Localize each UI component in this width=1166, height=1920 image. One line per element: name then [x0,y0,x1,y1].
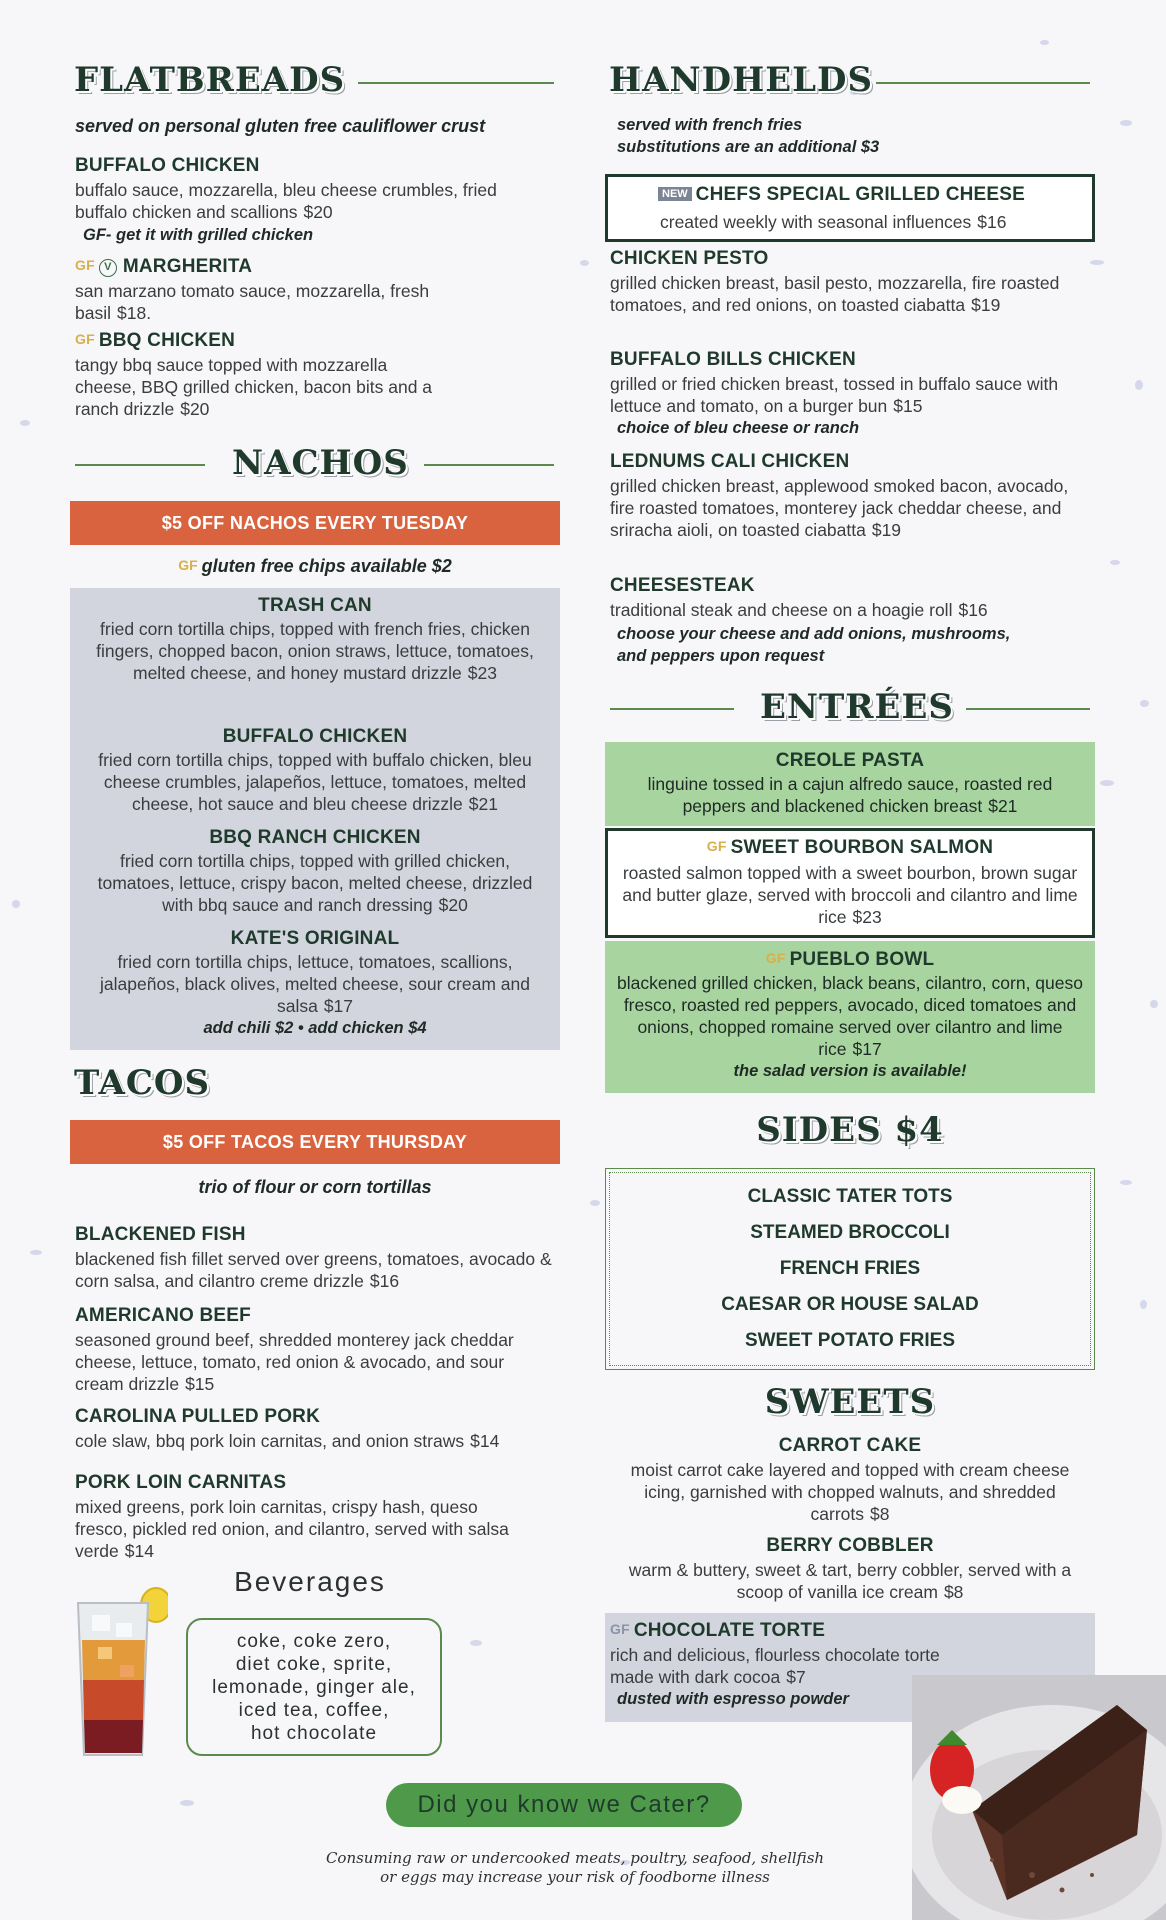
gluten-free-badge: GF [706,838,727,854]
item-desc: tangy bbq sauce topped with mozzarella cheese, BBQ grilled chicken, bacon bits and a ranch drizzle $20 [75,355,433,419]
foodborne-disclaimer: Consuming raw or undercooked meats, poultry, seafood, shellfish or eggs may increase your risk of foodborne illness [325,1849,825,1886]
menu-item-nachos-buffalo: BUFFALO CHICKEN fried corn tortilla chips, topped with buffalo chicken, bleu cheese crumbles, jalapeños, lettuce, tomatoes, melted cheese, hot sauce and bleu cheese drizzle $21 [98,726,532,814]
item-name: BUFFALO CHICKEN [75,155,260,176]
menu-item-chocolate-torte: GF CHOCOLATE TORTE rich and delicious, flourless chocolate torte made with dark cocoa $7 dusted with espresso powder [605,1613,1095,1722]
menu-item-margherita [75,256,515,324]
item-name: BBQ CHICKEN [98,330,236,351]
item-name: CHEFS SPECIAL GRILLED CHEESE [695,184,1026,205]
gluten-free-badge: GF [178,557,198,573]
flatbreads-subtitle: served on personal gluten free cauliflower crust [75,116,486,136]
menu-item-bourbon-salmon: GF SWEET BOURBON SALMON roasted salmon topped with a sweet bourbon, brown sugar and butter glaze, served with broccoli and cilantro and lime rice $23 [605,828,1095,938]
menu-item-chicken-pesto: CHICKEN PESTO grilled chicken breast, basil pesto, mozzarella, fire roasted tomatoes, and red onions, on toasted ciabatta $19 [610,248,1060,315]
side-item: SWEET POTATO FRIES [744,1330,956,1351]
entrees-rule-left [610,708,734,710]
menu-item-blackened-fish: BLACKENED FISH blackened fish fillet served over greens, tomatoes, avocado & corn salsa, and cilantro creme drizzle $16 [75,1224,552,1291]
nachos-heading: NACHOS [232,443,409,483]
menu-item-flatbread-bbq [75,330,515,420]
new-badge: NEW [658,187,692,201]
menu-item-pork-carnitas: PORK LOIN CARNITAS mixed greens, pork loin carnitas, crispy hash, queso fresco, pickled red onion, and cilantro, served with salsa verde $14 [75,1472,509,1561]
cater-button[interactable]: Did you know we Cater? [386,1783,742,1827]
gluten-free-badge: GF [75,257,95,273]
menu-item-carrot-cake: CARROT CAKE moist carrot cake layered and topped with cream cheese icing, garnished with chopped walnuts, and shredded carrots $8 [630,1435,1070,1524]
entrees-heading: ENTRÉES [760,687,954,727]
beverages-heading: Beverages [234,1566,386,1597]
nachos-rule-left [75,464,205,466]
tacos-promo-banner: $5 OFF TACOS EVERY THURSDAY [70,1120,560,1164]
menu-item-pueblo-bowl: GF PUEBLO BOWL blackened grilled chicken, black beans, cilantro, corn, queso fresco, roasted red peppers, avocado, diced tomatoes and onions, chopped romaine served over cilantro and lime rice $17 the salad version is available! [605,941,1095,1093]
side-item: CLASSIC TATER TOTS [747,1186,953,1207]
chocolate-torte-photo [912,1675,1166,1920]
nachos-panel [70,588,560,1050]
flatbreads-rule [358,82,554,84]
menu-item-carolina-pork: CAROLINA PULLED PORK cole slaw, bbq pork loin carnitas, and onion straws $14 [75,1406,500,1451]
item-note: GF- get it with grilled chicken [83,226,314,244]
gluten-free-badge: GF [765,950,786,966]
handhelds-subtitle: served with french fries substitutions are an additional $3 [617,116,880,156]
side-item: CAESAR OR HOUSE SALAD [721,1294,979,1315]
tacos-subtitle: trio of flour or corn tortillas [198,1177,432,1197]
nachos-promo-banner: $5 OFF NACHOS EVERY TUESDAY [70,501,560,545]
menu-item-kates-original: KATE'S ORIGINAL fried corn tortilla chips, lettuce, tomatoes, scallions, jalapeños, black olives, melted cheese, sour cream and salsa $17 add chili $2 • add chicken $4 [100,928,530,1037]
tacos-heading: TACOS [74,1063,211,1103]
item-desc: buffalo sauce, mozzarella, bleu cheese crumbles, fried buffalo chicken and scallions $20 [75,180,497,222]
menu-item-cheesesteak: CHEESESTEAK traditional steak and cheese on a hoagie roll $16 choose your cheese and add onions, mushrooms, and peppers upon request [610,575,1011,665]
entrees-rule-right [966,708,1090,710]
sweets-heading: SWEETS [764,1382,936,1422]
menu-item-berry-cobbler: BERRY COBBLER warm & buttery, sweet & tart, berry cobbler, served with a scoop of vanilla ice cream $8 [628,1535,1072,1602]
menu-item-lednums-cali: LEDNUMS CALI CHICKEN grilled chicken breast, applewood smoked bacon, avocado, fire roasted tomatoes, monterey jack cheddar cheese, and sriracha aioli, on toasted ciabatta $19 [610,451,1069,540]
side-item: FRENCH FRIES [779,1258,921,1279]
vegetarian-icon: V [99,259,117,277]
side-item: STEAMED BROCCOLI [750,1222,950,1243]
flatbreads-heading: FLATBREADS [74,60,346,100]
gluten-free-badge: GF [610,1621,630,1637]
sides-box [605,1168,1095,1370]
menu-item-creole-pasta: CREOLE PASTA linguine tossed in a cajun alfredo sauce, roasted red peppers and blackened chicken breast $21 [605,742,1095,826]
nachos-gf-note: GF gluten free chips available $2 [178,556,452,576]
handhelds-heading: HANDHELDS [609,60,874,100]
menu-item-flatbread-buffalo [75,155,515,245]
gluten-free-badge: GF [75,331,95,347]
beverages-box: coke, coke zero, diet coke, sprite, lemonade, ginger ale, iced tea, coffee, hot chocolate [186,1618,442,1756]
handhelds-rule [876,82,1090,84]
menu-item-americano-beef: AMERICANO BEEF seasoned ground beef, shredded monterey jack cheddar cheese, lettuce, tomato, red onion & avocado, and sour cream drizzle $15 [75,1305,514,1394]
item-desc: san marzano tomato sauce, mozzarella, fresh basil $18. [75,281,430,323]
menu-item-trash-can: TRASH CAN fried corn tortilla chips, topped with french fries, chicken fingers, chopped bacon, onion straws, lettuce, tomatoes, melted cheese, and honey mustard drizzle $23 [96,595,534,683]
menu-item-bbq-ranch: BBQ RANCH CHICKEN fried corn tortilla chips, topped with grilled chicken, tomatoes, lettuce, crispy bacon, melted cheese, drizzled with bbq sauce and ranch dressing $20 [97,827,533,915]
chefs-special-box: NEW CHEFS SPECIAL GRILLED CHEESE created weekly with seasonal influences $16 [605,174,1095,242]
item-name: MARGHERITA [122,256,253,277]
nachos-rule-right [424,464,554,466]
menu-item-buffalo-bills: BUFFALO BILLS CHICKEN grilled or fried chicken breast, tossed in buffalo sauce with lettuce and tomato, on a burger bun $15 choice of bleu cheese or ranch [610,349,1059,437]
sides-heading: SIDES $4 [756,1110,944,1150]
iced-tea-glass-icon [68,1585,168,1765]
